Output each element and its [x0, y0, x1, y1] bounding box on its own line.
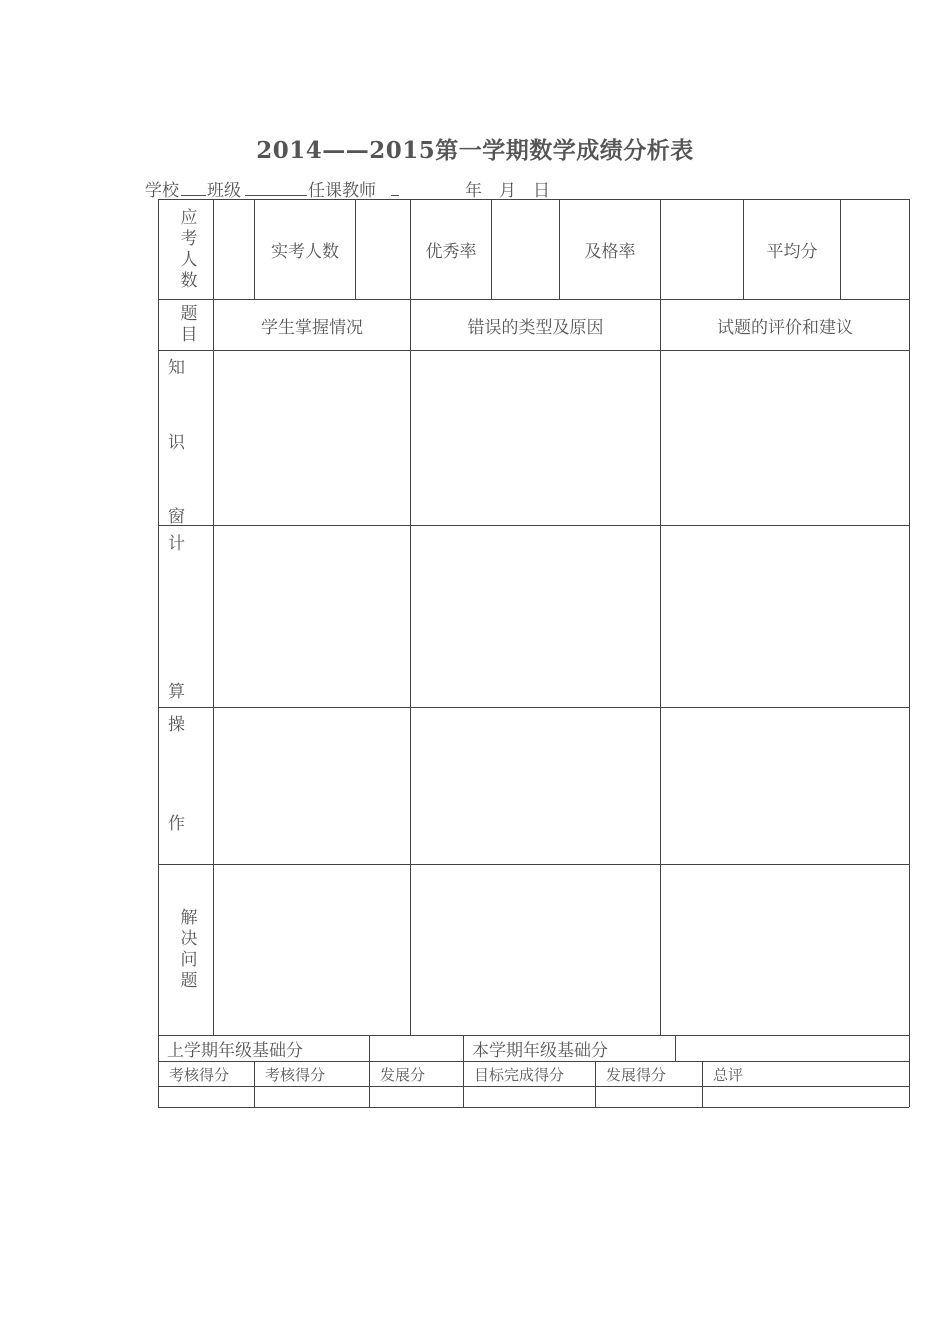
topic-header-cell	[159, 300, 213, 350]
teacher-label: 任课教师	[308, 181, 376, 201]
topic-header: 题目	[176, 304, 197, 346]
mastery-header: 学生掌握情况	[261, 317, 363, 338]
calculation-mastery-cell[interactable]	[214, 526, 410, 707]
errors-header: 错误的类型及原因	[467, 317, 604, 338]
problem-solving-label: 解决问题	[176, 908, 197, 992]
assess-score-2-value[interactable]	[255, 1087, 369, 1107]
school-label: 学校	[145, 181, 179, 201]
knowledge-char-3: 窗	[168, 507, 185, 527]
expected-count-value[interactable]	[214, 200, 254, 299]
development-points-label: 发展得分	[606, 1065, 667, 1084]
assess-score-2-label: 考核得分	[265, 1065, 326, 1084]
overall-value[interactable]	[703, 1087, 909, 1107]
average-score-value[interactable]	[841, 200, 909, 299]
month-label: 月	[499, 181, 516, 201]
operation-mastery-cell[interactable]	[214, 708, 410, 864]
actual-count-value[interactable]	[356, 200, 410, 299]
knowledge-errors-cell[interactable]	[411, 351, 660, 525]
operation-errors-cell[interactable]	[411, 708, 660, 864]
problem-solving-mastery-cell[interactable]	[214, 865, 410, 1035]
knowledge-char-1: 知	[168, 358, 185, 378]
knowledge-evaluation-cell[interactable]	[661, 351, 909, 525]
knowledge-mastery-cell[interactable]	[214, 351, 410, 525]
goal-completion-value[interactable]	[464, 1087, 595, 1107]
average-score-label: 平均分	[766, 242, 818, 262]
expected-count-label-cell	[159, 200, 213, 299]
this-term-base-label: 本学期年级基础分	[472, 1041, 608, 1061]
year-label: 年	[465, 181, 482, 201]
development-score-label: 发展分	[380, 1065, 426, 1084]
calculation-errors-cell[interactable]	[411, 526, 660, 707]
calculation-evaluation-cell[interactable]	[661, 526, 909, 707]
calculation-char-2: 算	[168, 682, 185, 702]
overall-label: 总评	[713, 1065, 744, 1084]
last-term-base-label: 上学期年级基础分	[167, 1041, 303, 1061]
excellent-rate-label: 优秀率	[425, 242, 477, 262]
excellent-rate-value[interactable]	[492, 200, 559, 299]
page-title: 2014——2015第一学期数学成绩分析表	[256, 137, 694, 164]
development-score-value[interactable]	[370, 1087, 463, 1107]
pass-rate-value[interactable]	[661, 200, 743, 299]
problem-solving-label-cell	[159, 865, 213, 1035]
actual-count-label: 实考人数	[271, 242, 339, 262]
last-term-base-value[interactable]	[370, 1036, 463, 1061]
assess-score-1-label: 考核得分	[169, 1065, 230, 1084]
problem-solving-evaluation-cell[interactable]	[661, 865, 909, 1035]
knowledge-char-2: 识	[168, 433, 185, 453]
this-term-base-value[interactable]	[676, 1036, 909, 1061]
problem-solving-errors-cell[interactable]	[411, 865, 660, 1035]
pass-rate-label: 及格率	[584, 242, 636, 262]
operation-char-1: 操	[168, 715, 185, 735]
calculation-char-1: 计	[168, 534, 185, 554]
class-label: 班级	[207, 181, 241, 201]
goal-completion-label: 目标完成得分	[474, 1065, 565, 1084]
operation-evaluation-cell[interactable]	[661, 708, 909, 864]
evaluation-header: 试题的评价和建议	[717, 317, 853, 338]
day-label: 日	[533, 181, 550, 201]
operation-char-2: 作	[168, 814, 185, 834]
expected-count-label: 应考人数	[176, 207, 197, 292]
development-points-value[interactable]	[596, 1087, 702, 1107]
assess-score-1-value[interactable]	[159, 1087, 254, 1107]
